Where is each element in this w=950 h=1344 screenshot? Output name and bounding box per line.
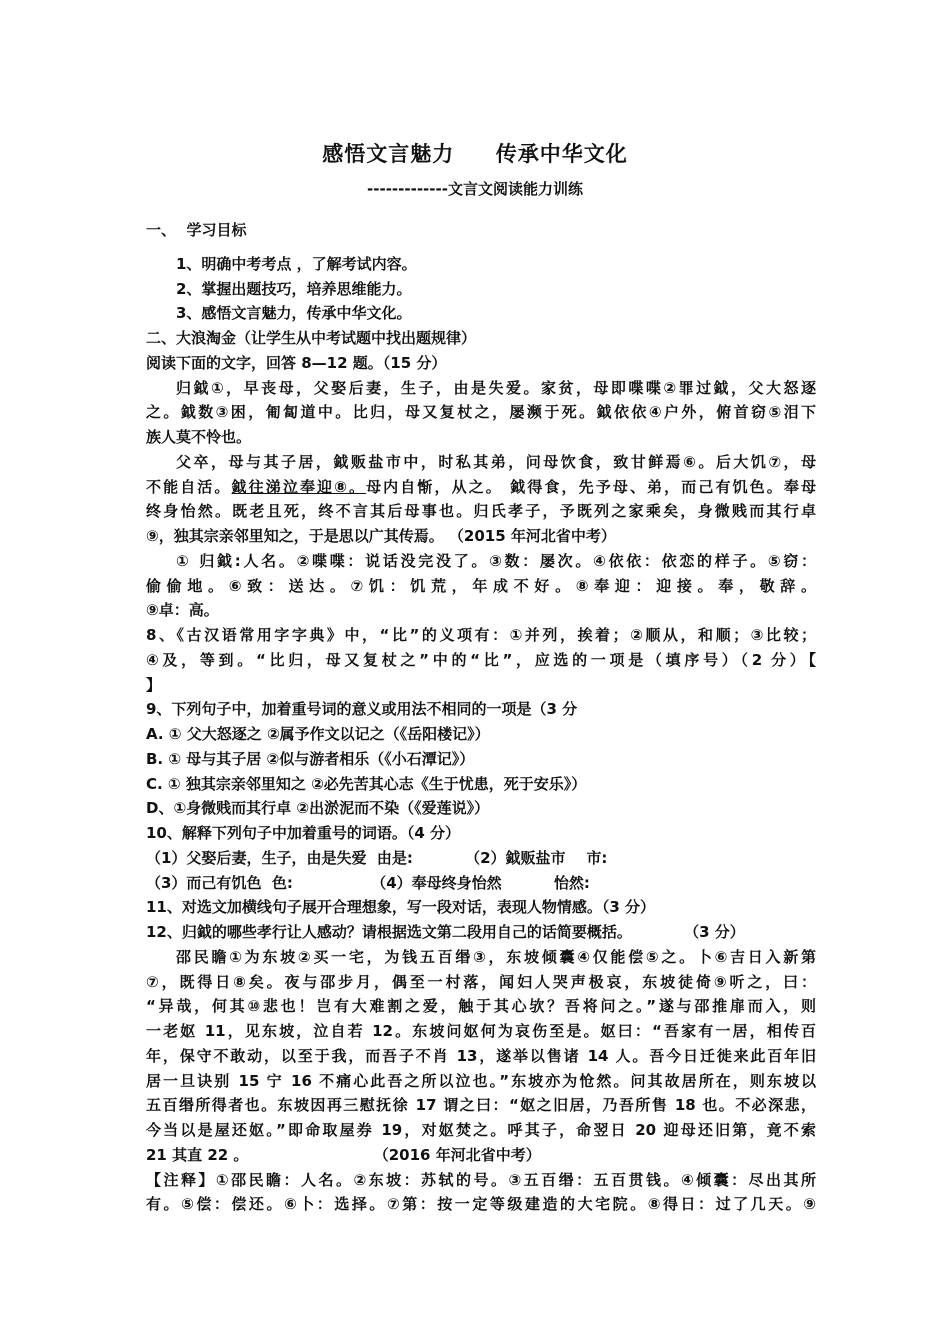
section-heading-exam-patterns: 二、大浪淘金（让学生从中考试题中找出题规律）	[146, 329, 477, 347]
goal-item: 1、明确中考考点 ，了解考试内容。	[176, 255, 417, 273]
note-text: 偷偷地。⑥致：送达。⑦饥：饥荒，年成不好。⑧奉迎：迎接。奉，敬	[146, 576, 781, 595]
passage-1-line: 归鉞①，早丧母，父娶后妻，生子，由是失爱。家贫，母即喋喋②罪过鉞，父大怒逐	[176, 378, 816, 397]
goal-item: 3、感悟文言魅力，传承中华文化。	[176, 304, 412, 322]
question-9: 9、下列句子中，加着重号词的意义或用法不相同的一项是（3 分	[146, 700, 578, 719]
passage-2-line: 邵民瞻①为东坡②买一宅，为钱五百缗③，东坡倾囊④仅能偿⑤之。卜⑥吉日入新第	[176, 947, 816, 966]
passage-1-line: ⑨，独其宗亲邻里知之，于是思以广其传焉。 （2015 年河北省中考）	[146, 527, 616, 545]
question-8: 8、《古汉语常用字字典》中，“比”的义项有：①并列，挨着；②顺从，和顺；③比较；	[146, 626, 816, 644]
passage-1-text: 母内自惭，从之。 鉞得食，先予母、弟，而己有饥色。奉母	[366, 477, 816, 496]
section-heading-learning-goals: 一、 学习目标	[146, 221, 247, 239]
question-9-option-d: D、①身微贱而其行卓 ②出淤泥而不染（《爱莲说》）	[146, 799, 490, 818]
passage-1-line: 父卒，母与其子居，鉞贩盐市中，时私其弟，问母饮食，致甘鲜焉⑥。后大饥⑦，母	[176, 452, 816, 471]
question-9-option-a: A. ① 父大怒逐之 ②属予作文以记之（《岳阳楼记》）	[146, 725, 490, 743]
passage-1-line: 族人莫不怜也。	[146, 428, 252, 446]
question-8: 】	[146, 675, 162, 694]
question-9-option-b: B. ① 母与其子居 ②似与游者相乐（《小石潭记》）	[146, 749, 475, 768]
passage-1-note	[146, 574, 816, 599]
question-10-item: （3）而己有饥色 色: （4）奉母终身怡然 怡然:	[146, 873, 590, 892]
question-10-item: （1）父娶后妻，生子，由是失爱 由是: （2）鉞贩盐市 市:	[146, 848, 608, 867]
reading-instruction: 阅读下面的文字，回答 8—12 题。（15 分）	[146, 353, 447, 372]
passage-1-note: ⑨卓：高。	[146, 601, 219, 620]
document-body	[146, 326, 816, 1217]
passage-2-line: 居一旦诀别 15 宁 16 不痛心此吾之所以泣也。”东坡亦为怆然。问其故居所在，则东坡以	[146, 1071, 816, 1090]
question-10: 10、解释下列句子中加着重号的词语。（4 分）	[146, 824, 461, 842]
question-9-option-c: C. ① 独其宗亲邻里知之 ②必先苦其心志《生于忧患，死于安乐》）	[146, 774, 587, 793]
document-title: 感悟文言魅力 传承中华文化	[322, 142, 628, 166]
passage-2-line: 今当以是屋还妪。”即命取屋券 19，对妪焚之。呼其子，命翌日 20 迎母还旧第，竟不索	[146, 1121, 816, 1139]
passage-2-line: “异哉，何其⑩悲也！岂有大难割之爱，触于其心欤？吾将问之。”遂与邵推扉而入，则	[146, 997, 816, 1016]
passage-2-line: ⑦，既得日⑧矣。夜与邵步月，偶至一村落，闻妇人哭声极哀，东坡徒倚⑨听之，曰：	[146, 972, 816, 991]
passage-1-line: 终身怡然。既老且死，终不言其后母事也。归氏孝子，予既列之家乘矣，身微贱而其行卓	[146, 502, 816, 521]
question-12: 12、归鉞的哪些孝行让人感动？请根据选文第二段用自己的话简要概括。 （3 分）	[146, 923, 745, 941]
passage-2-note: 【注释】①邵民瞻：人名。②东坡：苏轼的号。③五百缗：五百贯钱。④倾囊：尽出其所	[146, 1170, 816, 1189]
passage-2-line: 年，保守不敢动，以至于我，而吾子不肖 13，遂举以售诸 14 人。吾今日迁徙来此百年旧	[146, 1046, 816, 1065]
passage-1-note: ① 归鉞:人名。②喋喋：说话没完没了。③数：屡次。④依依：依恋的样子。⑤窃：	[176, 551, 816, 570]
question-11: 11、对选文加横线句子展开合理想象，写一段对话，表现人物情感。（3 分）	[146, 898, 656, 917]
passage-2-line: 21 其直 22 。 （2016 年河北省中考）	[146, 1145, 541, 1164]
underlined-sentence: 鉞往涕泣奉迎⑧。	[231, 477, 367, 496]
question-8: ④及，等到。“比归，母又复杖之”中的“比”，应选的一项是（填序号）（2 分）【	[146, 650, 816, 669]
passage-2-note: 有。⑤偿：偿还。⑥卜：选择。⑦第：按一定等级建造的大宅院。⑧得日：过了几天。⑨	[146, 1195, 816, 1214]
passage-2-line: 五百缗所得者也。东坡因再三慰抚徐 17 谓之曰：“妪之旧居，乃吾所售 18 也。不必深悲，	[146, 1096, 816, 1115]
passage-1-line	[146, 475, 816, 500]
passage-1-line: 之。鉞数③困，匍匐道中。比归，母又复杖之，屡濒于死。鉞依依④户外，俯首窃⑤泪下	[146, 403, 816, 422]
passage-1-text: 不能自活。	[146, 477, 232, 496]
document-subtitle: -------------文言文阅读能力训练	[367, 180, 583, 198]
note-text: 辞。	[780, 576, 816, 595]
passage-2-line: 一老妪 11，见东坡，泣自若 12。东坡问妪何为哀伤至是。妪曰：“吾家有一居，相传百	[146, 1022, 816, 1040]
goal-item: 2、掌握出题技巧，培养思维能力。	[176, 280, 412, 298]
